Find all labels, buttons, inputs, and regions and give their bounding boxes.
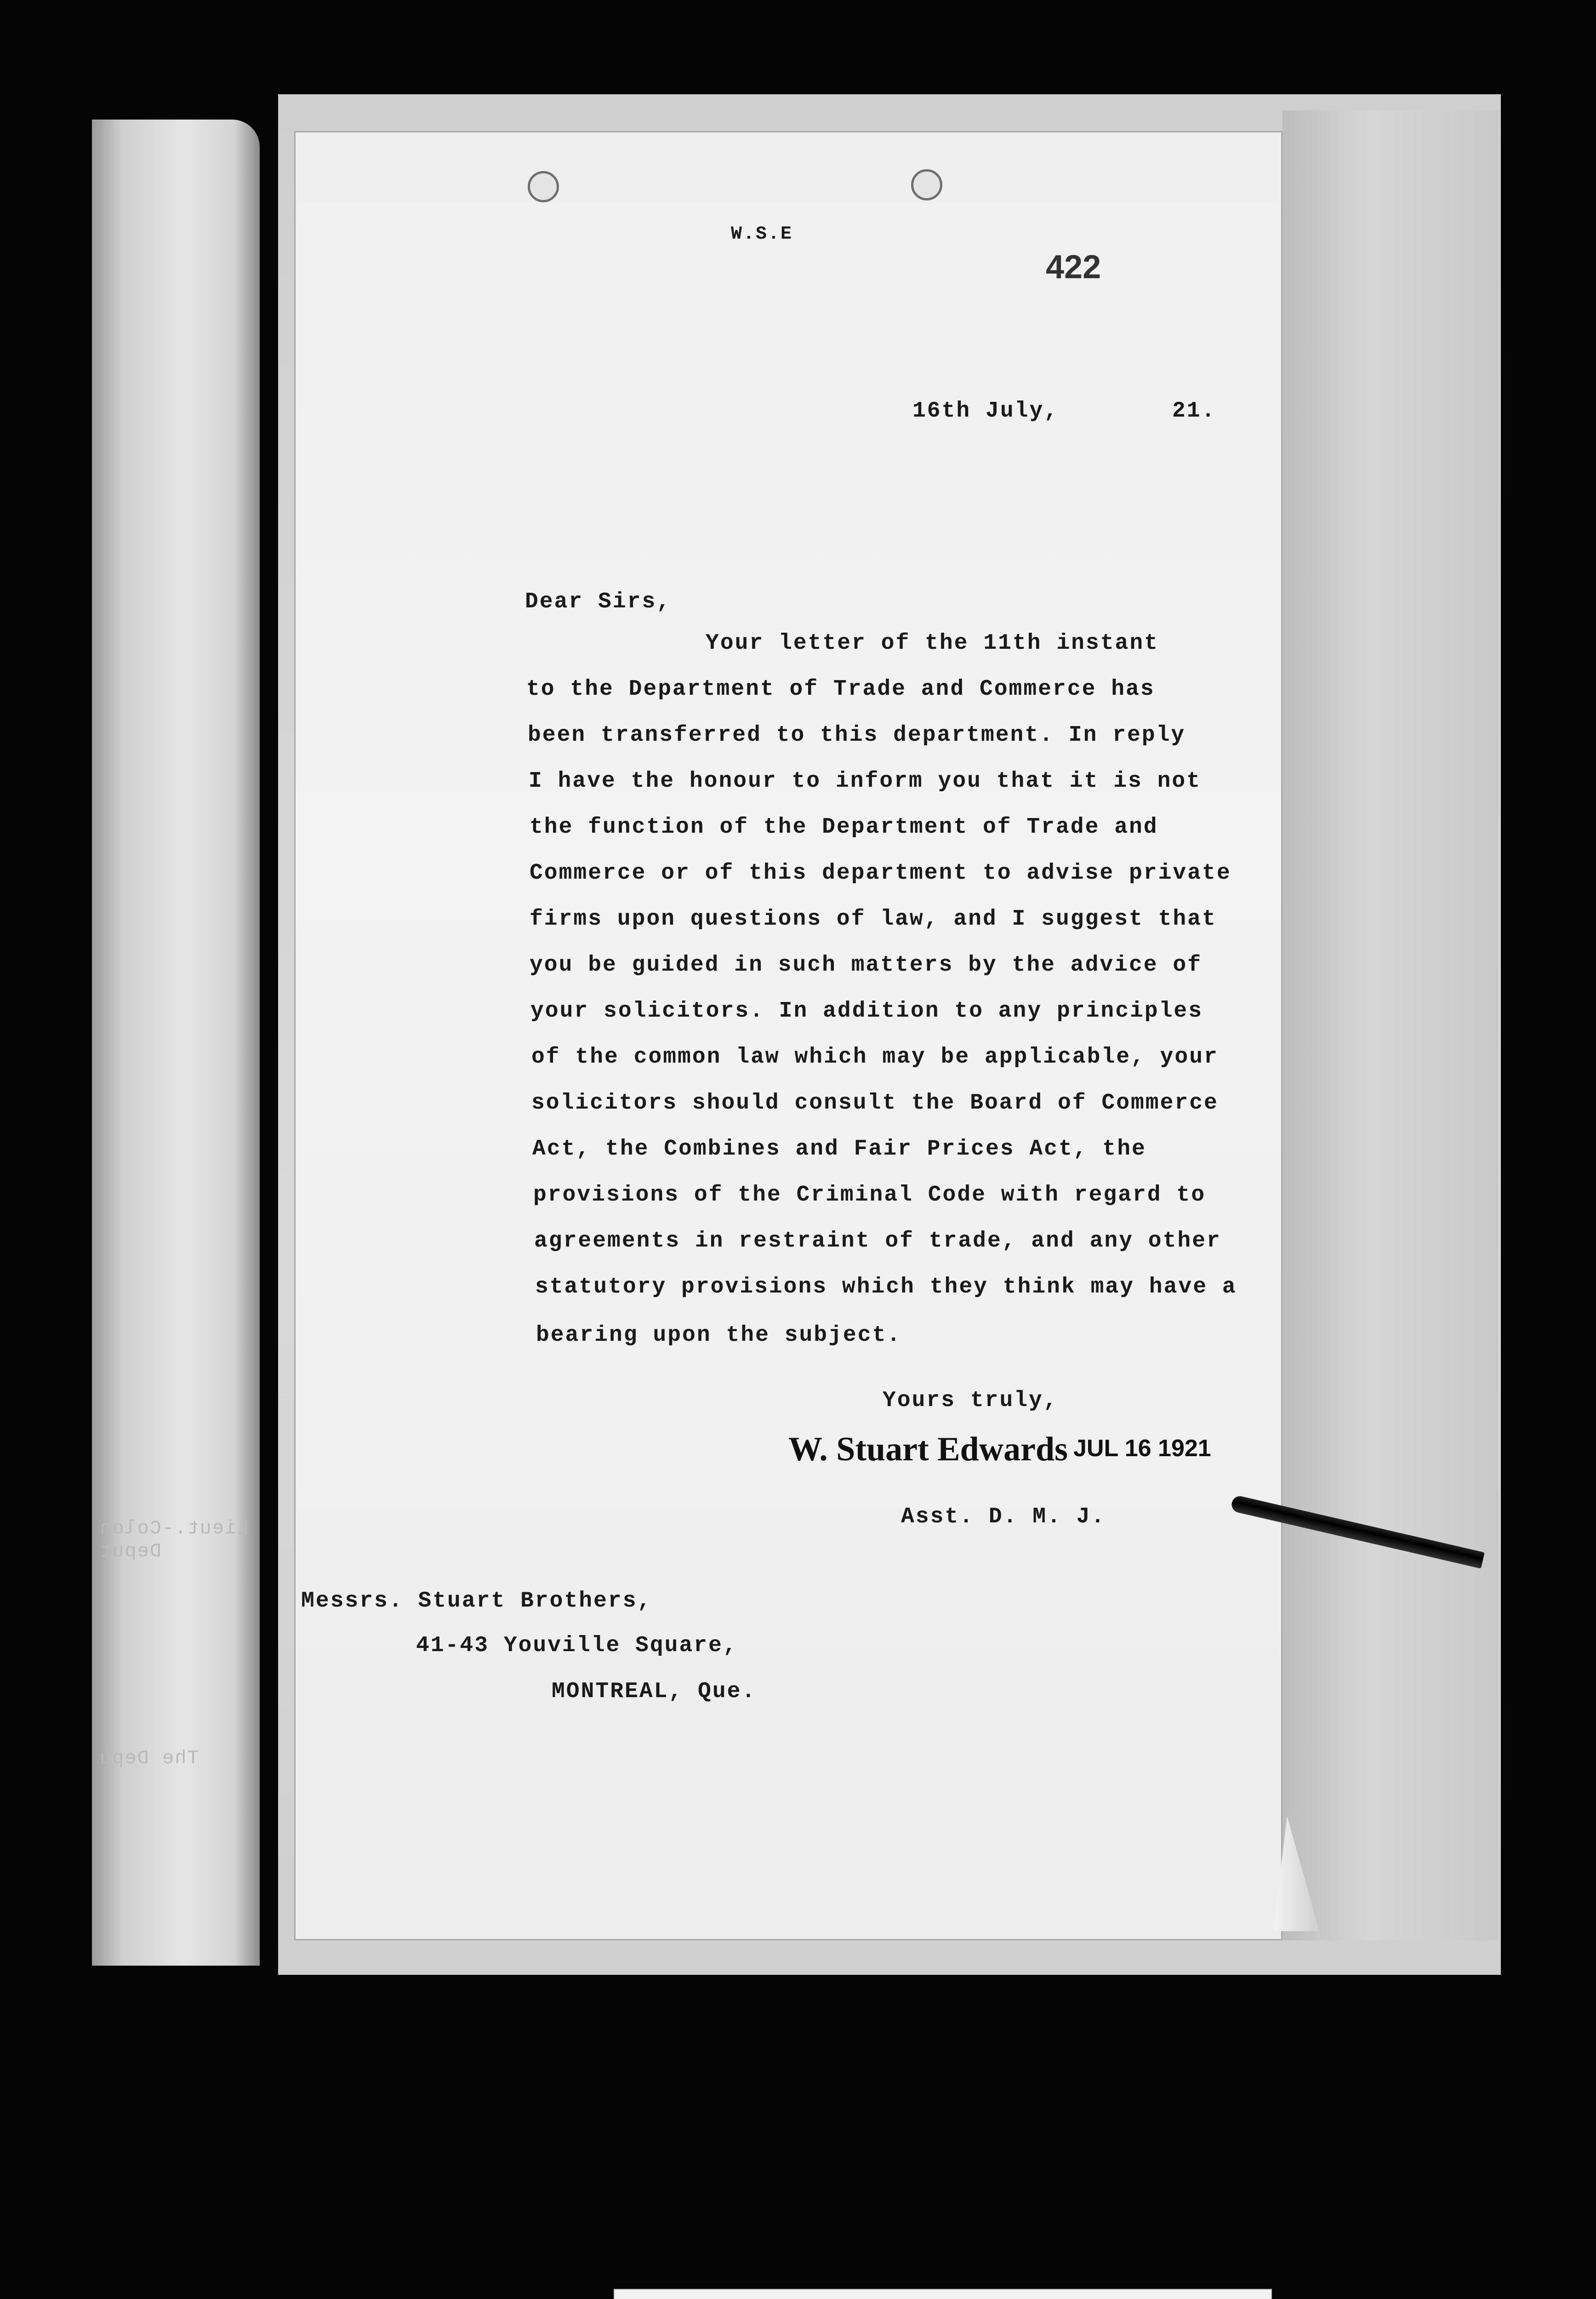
punch-hole	[911, 169, 942, 200]
signature: W. Stuart Edwards	[788, 1430, 1068, 1468]
bleed-through-text: Lieut.-Colon	[99, 1517, 249, 1539]
body-line: statutory provisions which they think may have a	[535, 1275, 1237, 1299]
writer-initials: W.S.E	[731, 224, 793, 245]
body-line: provisions of the Criminal Code with regard to	[533, 1183, 1206, 1207]
body-line: you be guided in such matters by the advice of	[530, 953, 1203, 978]
body-line: the function of the Department of Trade and	[530, 815, 1158, 840]
body-line: to the Department of Trade and Commerce has	[526, 677, 1155, 702]
body-line: agreements in restraint of trade, and any other	[534, 1229, 1221, 1253]
bleed-through-text: The Depu	[99, 1747, 199, 1769]
right-page-edge	[1282, 110, 1499, 1940]
body-line: Act, the Combines and Fair Prices Act, the	[532, 1137, 1146, 1161]
body-line: firms upon questions of law, and I suggest that	[530, 907, 1217, 932]
body-line: solicitors should consult the Board of Commerce	[531, 1091, 1219, 1115]
letter-year: 21.	[1172, 399, 1216, 423]
archive-reference-label	[614, 2289, 1272, 2299]
punch-hole	[528, 171, 559, 202]
body-line: I have the honour to inform you that it is not	[529, 769, 1202, 794]
address-line: 41-43 Youville Square,	[416, 1633, 738, 1658]
body-line: been transferred to this department. In reply	[528, 723, 1186, 748]
adjacent-page-edge	[92, 120, 260, 1966]
salutation: Dear Sirs,	[525, 589, 672, 614]
bleed-through-text: Deput	[99, 1540, 162, 1562]
body-line: of the common law which may be applicable, your	[531, 1045, 1219, 1069]
address-line: MONTREAL, Que.	[552, 1679, 757, 1704]
signer-title: Asst. D. M. J.	[901, 1504, 1106, 1529]
folio-number: 422	[1046, 249, 1101, 286]
received-date-stamp: JUL 16 1921	[1073, 1435, 1211, 1462]
letter-page	[294, 131, 1282, 1940]
body-line: Your letter of the 11th instant	[706, 631, 1159, 656]
body-line: bearing upon the subject.	[536, 1323, 902, 1348]
body-line: Commerce or of this department to advise private	[530, 861, 1231, 886]
body-line: your solicitors. In addition to any principles	[530, 999, 1203, 1024]
letter-date: 16th July,	[912, 399, 1059, 423]
closing: Yours truly,	[883, 1388, 1058, 1413]
address-line: Messrs. Stuart Brothers,	[301, 1589, 652, 1613]
